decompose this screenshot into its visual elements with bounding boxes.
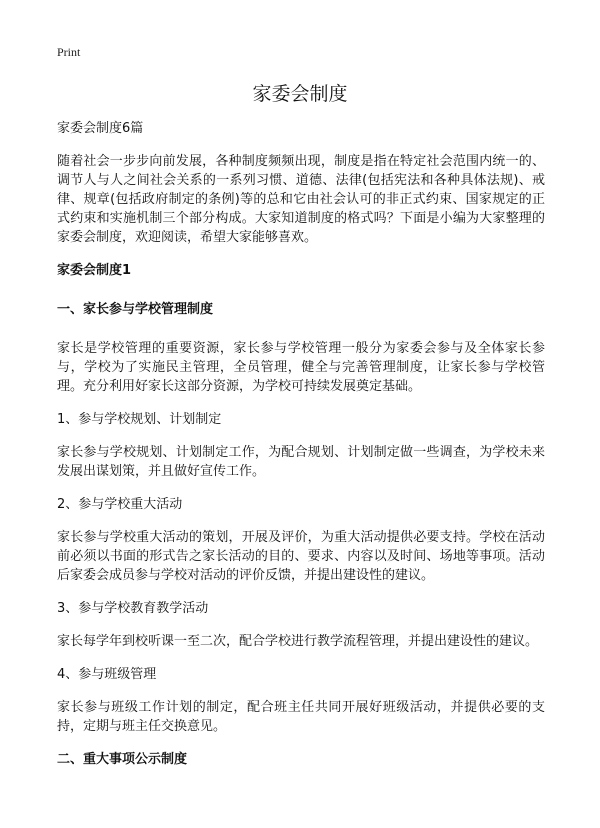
item2-heading: 2、参与学校重大活动 [57,497,183,512]
part2-heading: 二、重大事项公示制度 [57,752,188,767]
intro-paragraph: 随着社会一步步向前发展，各种制度频频出现，制度是指在特定社会范围内统一的、调节人与人之间社会关系的一系列习惯、道德、法律(包括宪法和各种具体法规)、戒律、规章(包括政府制定的条例)等的总和它由社会认可的非正式约束、国家规定的正式约束和实施机制三个部分构成。大家知道制度的格式吗？下面是小编为大家整理的家委会制度，欢迎阅读，希望大家能够喜欢。 [57,154,545,245]
item3-paragraph: 家长每学年到校听课一至二次，配合学校进行教学流程管理，并提出建设性的建议。 [57,634,539,649]
item1-heading: 1、参与学校规划、计划制定 [57,412,222,427]
part1-paragraph: 家长是学校管理的重要资源，家长参与学校管理一般分为家委会参与及全体家长参与，学校为了实施民主管理，全员管理，健全与完善管理制度，让家长参与学校管理。充分利用好家长这部分资源，为学校可持续发展奠定基础。 [57,341,545,394]
part1-heading: 一、家长参与学校管理制度 [57,302,214,317]
page-title: 家委会制度 [252,83,348,105]
item3-heading: 3、参与学校教育教学活动 [57,601,209,616]
print-link[interactable]: Print [57,45,81,59]
item4-heading: 4、参与班级管理 [57,667,157,682]
item4-paragraph: 家长参与班级工作计划的制定，配合班主任共同开展好班级活动，并提供必要的支持，定期与班主任交换意见。 [57,700,545,734]
item1-paragraph: 家长参与学校规划、计划制定工作，为配合规划、计划制定做一些调查，为学校未来发展出谋划策，并且做好宣传工作。 [57,445,545,479]
section-heading: 家委会制度1 [57,263,132,278]
document-subtitle: 家委会制度6篇 [57,121,144,136]
document-body [57,120,545,789]
item2-paragraph: 家长参与学校重大活动的策划，开展及评价，为重大活动提供必要支持。学校在活动前必须以书面的形式告之家长活动的目的、要求、内容以及时间、场地等事项。活动后家委会成员参与学校对活动的评价反馈，并提出建设性的建议。 [57,530,545,583]
